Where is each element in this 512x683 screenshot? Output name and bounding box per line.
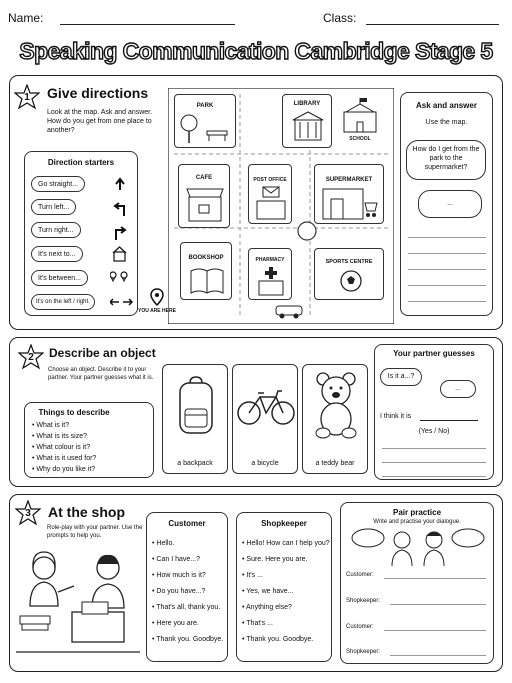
question-bubble: How do I get from the park to the supermarket? (406, 140, 486, 180)
starter-item: It's next to... (31, 246, 83, 262)
answer-line[interactable] (408, 253, 486, 254)
answer-bubble: ... (418, 190, 482, 218)
starter-item: Turn left... (31, 199, 76, 215)
starter-item: Go straight... (31, 176, 85, 192)
list-item: • Why do you like it? (32, 466, 96, 473)
list-item: • Anything else? (242, 604, 292, 611)
list-item: • Thank you. Goodbye. (242, 636, 314, 643)
yes-no-text: (Yes / No) (418, 428, 450, 435)
section-number: 2 (28, 352, 34, 363)
map-pharmacy: PHARMACY (248, 248, 292, 300)
object-card[interactable]: a bicycle (232, 364, 298, 474)
map-post-office: POST OFFICE (248, 164, 292, 224)
pharmacy-cross-icon (257, 265, 285, 297)
football-icon (339, 269, 363, 293)
dialogue-label: Customer: (346, 624, 374, 630)
library-icon (291, 110, 325, 144)
answer-line[interactable] (382, 462, 486, 463)
map-school: SCHOOL (338, 94, 382, 148)
list-item: • Hello! How can I help you? (242, 540, 330, 547)
school-icon (340, 96, 380, 134)
name-field[interactable] (60, 24, 235, 25)
bicycle-icon (236, 389, 296, 427)
guess-bubble: ... (440, 380, 476, 398)
map-sports-centre: SPORTS CENTRE (314, 248, 384, 300)
section-title: Describe an object (49, 346, 156, 360)
guess-bubble: Is it a...? (380, 368, 422, 386)
turn-right-icon (116, 227, 125, 240)
list-item: • Can I have...? (152, 556, 200, 563)
list-item: • Do you have...? (152, 588, 206, 595)
dialogue-line[interactable] (390, 655, 486, 656)
turn-left-icon (115, 203, 124, 216)
dialogue-line[interactable] (390, 604, 486, 605)
section-title: Give directions (47, 85, 149, 101)
backpack-icon (176, 375, 216, 437)
map-bookshop: BOOKSHOP (180, 242, 232, 300)
section-instructions: Choose an object. Describe it to your partner. Your partner guesses what it is. (48, 367, 154, 381)
map-park: PARK (174, 94, 236, 148)
list-item: • What is its size? (32, 433, 87, 440)
answer-line[interactable] (408, 285, 486, 286)
cart-icon (321, 187, 379, 221)
pin-icon (110, 272, 127, 281)
list-item: • That's ... (242, 620, 273, 627)
section-number: 1 (24, 92, 30, 103)
starters-heading: Direction starters (47, 158, 115, 167)
left-right-arrow-icon (110, 299, 132, 305)
map-cafe: CAFE (178, 164, 230, 228)
guess-heading: Your partner guesses (393, 349, 475, 358)
pair-heading: Pair practice (392, 508, 442, 517)
dialogue-line[interactable] (384, 630, 486, 631)
list-item: • What colour is it? (32, 444, 91, 451)
shop-scene-illustration (16, 546, 140, 656)
class-label: Class: (323, 11, 357, 25)
section-instructions: Role-play with your partner. Use the prompts to help you. (47, 525, 143, 539)
starter-item: It's on the left / right. (31, 294, 95, 310)
list-item: • How much is it? (152, 572, 206, 579)
teddy-bear-icon (311, 371, 361, 441)
you-are-here-label: YOU ARE HERE (138, 308, 176, 314)
location-pin-icon (150, 288, 164, 306)
pair-sub: Write and practise your dialogue. (373, 519, 461, 525)
building-icon (113, 247, 126, 261)
shopkeeper-heading: Shopkeeper (261, 519, 307, 528)
list-item: • What is it? (32, 422, 70, 429)
answer-line[interactable] (382, 476, 486, 477)
ask-heading: Ask and answer (416, 101, 477, 110)
two-children-illustration (350, 526, 486, 566)
map-supermarket: SUPERMARKET (314, 164, 384, 224)
starter-item: Turn right... (31, 222, 81, 238)
mail-icon (255, 185, 287, 221)
section-number: 3 (25, 508, 31, 519)
list-item: • Thank you. Goodbye. (152, 636, 224, 643)
list-item: • What is it used for? (32, 455, 97, 462)
object-card[interactable]: a backpack (162, 364, 228, 474)
section-instructions: Look at the map. Ask and answer. How do you get from one place to another? (47, 109, 153, 134)
answer-line[interactable] (408, 301, 486, 302)
dialogue-label: Shopkeeper: (346, 649, 381, 655)
dialogue-label: Customer: (346, 572, 374, 578)
ask-sub: Use the map. (425, 119, 468, 126)
book-icon (189, 267, 225, 295)
list-item: • Sure. Here you are. (242, 556, 308, 563)
direction-icons (110, 176, 134, 316)
object-card[interactable]: a teddy bear (302, 364, 368, 474)
page-title: Speaking Communication Cambridge Stage 5 (19, 38, 493, 64)
guess-line[interactable] (420, 420, 478, 421)
list-item: • Yes, we have... (242, 588, 294, 595)
class-field[interactable] (366, 24, 499, 25)
answer-line[interactable] (408, 237, 486, 238)
section-title: At the shop (48, 504, 125, 520)
customer-heading: Customer (168, 519, 206, 528)
list-item: • It's ... (242, 572, 263, 579)
dialogue-line[interactable] (384, 578, 486, 579)
answer-line[interactable] (408, 269, 486, 270)
starter-item: It's between... (31, 270, 88, 286)
things-heading: Things to describe (38, 408, 110, 417)
tree-icon (179, 111, 233, 145)
cafe-icon (185, 187, 225, 223)
map-library: LIBRARY (282, 94, 332, 148)
list-item: • Here you are. (152, 620, 199, 627)
dialogue-label: Shopkeeper: (346, 598, 381, 604)
think-text: I think it is (380, 413, 412, 420)
answer-line[interactable] (382, 448, 486, 449)
name-label: Name: (8, 11, 44, 25)
list-item: • That's all, thank you. (152, 604, 221, 611)
car-icon (276, 306, 302, 319)
arrow-up-icon (116, 179, 124, 190)
list-item: • Hello. (152, 540, 175, 547)
